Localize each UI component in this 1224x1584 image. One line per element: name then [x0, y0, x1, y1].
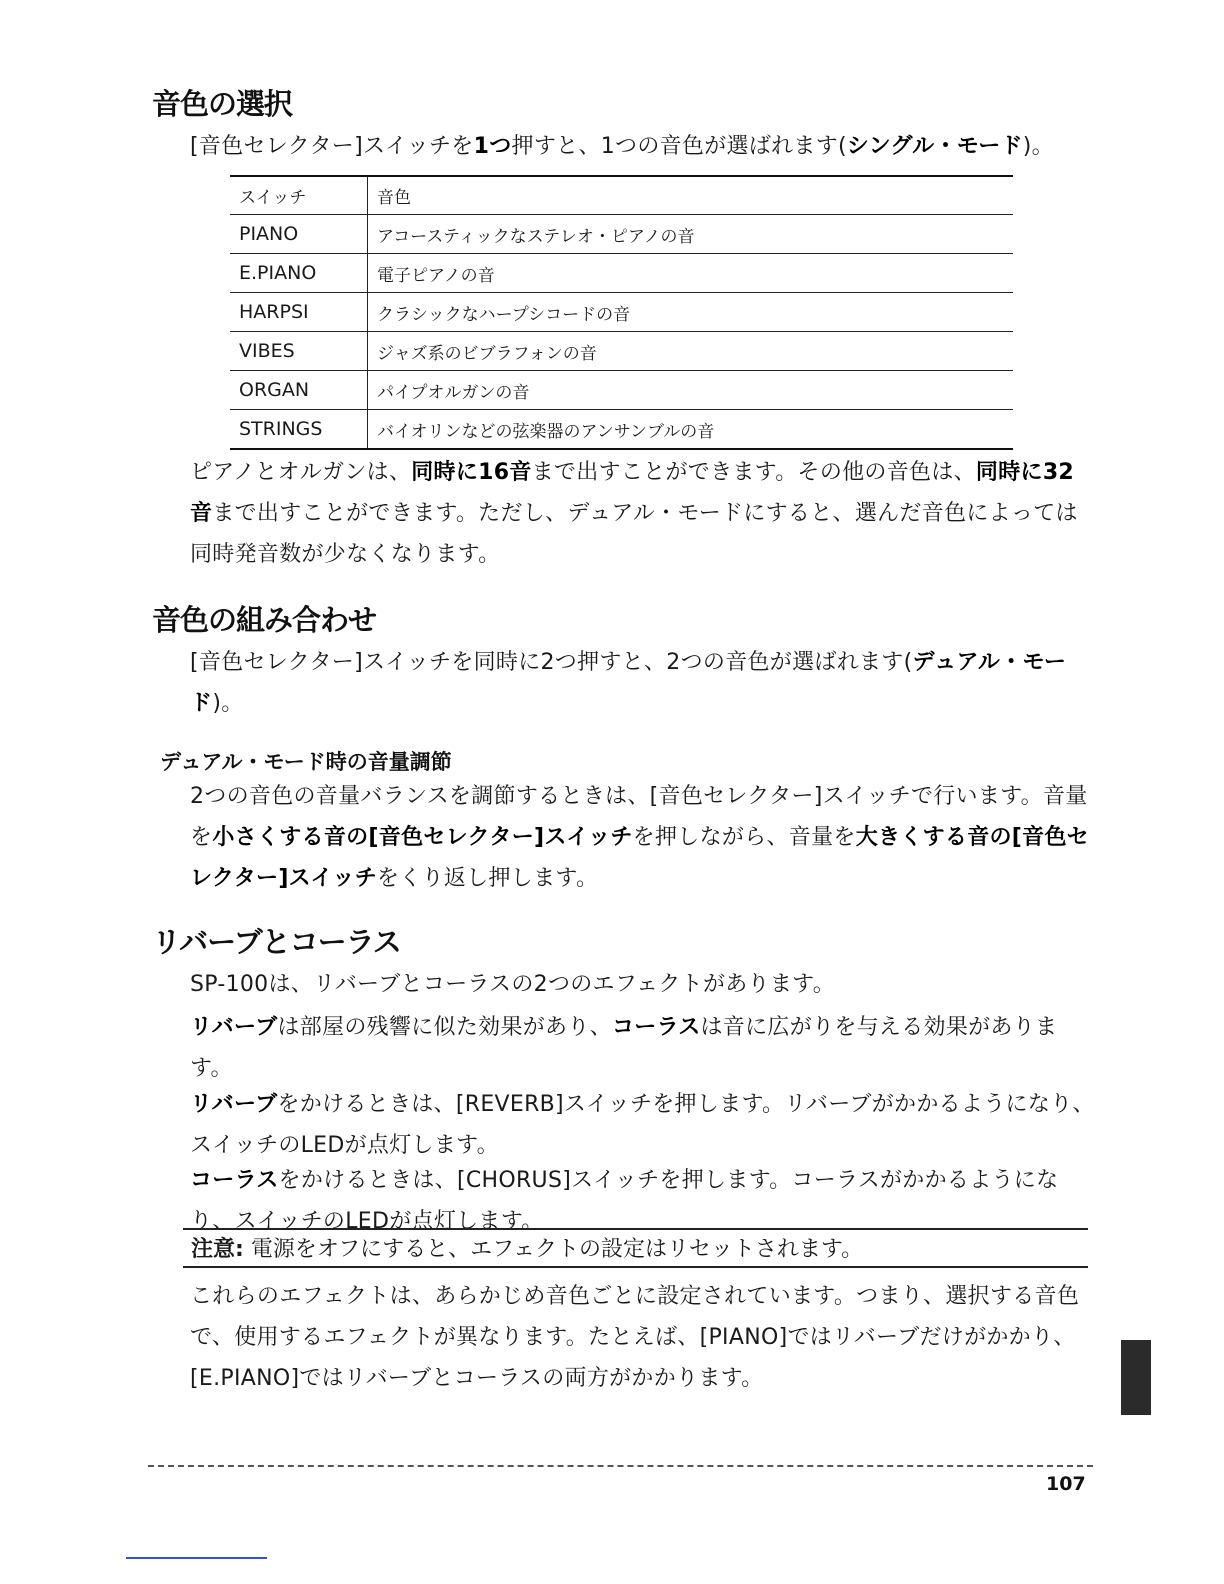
effects-description: リバーブは部屋の残響に似た効果があり、コーラスは音に広がりを与える効果があります。 — [190, 1015, 1058, 1081]
table-cell-switch: E.PIANO — [230, 254, 368, 293]
section-title-reverb-chorus: リバーブとコーラス — [152, 925, 401, 959]
table-cell-switch: STRINGS — [230, 410, 368, 450]
voice-table — [230, 175, 1013, 450]
table-cell-voice: アコースティックなステレオ・ピアノの音 — [368, 215, 1014, 254]
table-cell-switch: ORGAN — [230, 371, 368, 410]
section-title-voice-select: 音色の選択 — [152, 87, 293, 121]
voice-select-intro: [音色セレクター]スイッチを1つ押すと、1つの音色が選ばれます(シングル・モード)。 — [190, 134, 1054, 159]
effects-preset-note: これらのエフェクトは、あらかじめ音色ごとに設定されています。つまり、選択する音色で、使用するエフェクトが異なります。たとえば、[PIANO]ではリバーブだけがかかり、[E.PIANO]ではリバーブとコーラスの両方がかかります。 — [190, 1284, 1080, 1391]
table-cell-voice: バイオリンなどの弦楽器のアンサンブルの音 — [368, 410, 1014, 450]
table-cell-voice: 電子ピアノの音 — [368, 254, 1014, 293]
table-row — [230, 410, 1013, 450]
table-cell-voice: クラシックなハープシコードの音 — [368, 293, 1014, 332]
table-header-row — [230, 176, 1013, 215]
caution-note — [183, 1228, 1088, 1268]
table-header-voice: 音色 — [368, 176, 1014, 215]
table-cell-voice: ジャズ系のビブラフォンの音 — [368, 332, 1014, 371]
voice-combine-intro: [音色セレクター]スイッチを同時に2つ押すと、2つの音色が選ばれます(デュアル・モード)。 — [190, 650, 1067, 716]
section-edge-tab — [1121, 1340, 1151, 1415]
table-cell-switch: PIANO — [230, 215, 368, 254]
effects-intro: SP-100は、リバーブとコーラスの2つのエフェクトがあります。 — [190, 972, 835, 997]
table-row — [230, 254, 1013, 293]
table-row — [230, 293, 1013, 332]
reverb-instructions: リバーブをかけるときは、[REVERB]スイッチを押します。リバーブがかかるようになり、スイッチのLEDが点灯します。 — [190, 1092, 1095, 1158]
polyphony-note: ピアノとオルガンは、同時に16音まで出すことができます。その他の音色は、同時に32音まで出すことができます。ただし、デュアル・モードにすると、選んだ音色によっては同時発音数が少なくなります。 — [190, 460, 1078, 567]
section-title-voice-combine: 音色の組み合わせ — [152, 603, 377, 637]
table-header-switch: スイッチ — [230, 176, 368, 215]
caution-label: 注意: — [191, 1237, 244, 1262]
table-cell-switch: VIBES — [230, 332, 368, 371]
page-number: 107 — [1046, 1473, 1086, 1495]
subsection-title-dual-volume: デュアル・モード時の音量調節 — [160, 750, 452, 774]
scan-edge-line — [126, 1557, 267, 1559]
table-cell-switch: HARPSI — [230, 293, 368, 332]
chorus-instructions: コーラスをかけるときは、[CHORUS]スイッチを押します。コーラスがかかるようになり、スイッチのLEDが点灯します。 — [190, 1168, 1059, 1234]
table-cell-voice: パイプオルガンの音 — [368, 371, 1014, 410]
table-row — [230, 215, 1013, 254]
footer-divider — [148, 1465, 1093, 1467]
table-row — [230, 332, 1013, 371]
caution-text: 電源をオフにすると、エフェクトの設定はリセットされます。 — [250, 1237, 864, 1262]
dual-volume-body: 2つの音色の音量バランスを調節するときは、[音色セレクター]スイッチで行います。音量を小さくする音の[音色セレクター]スイッチを押しながら、音量を大きくする音の[音色セレクター]スイッチをくり返し押します。 — [190, 784, 1090, 891]
table-row — [230, 371, 1013, 410]
